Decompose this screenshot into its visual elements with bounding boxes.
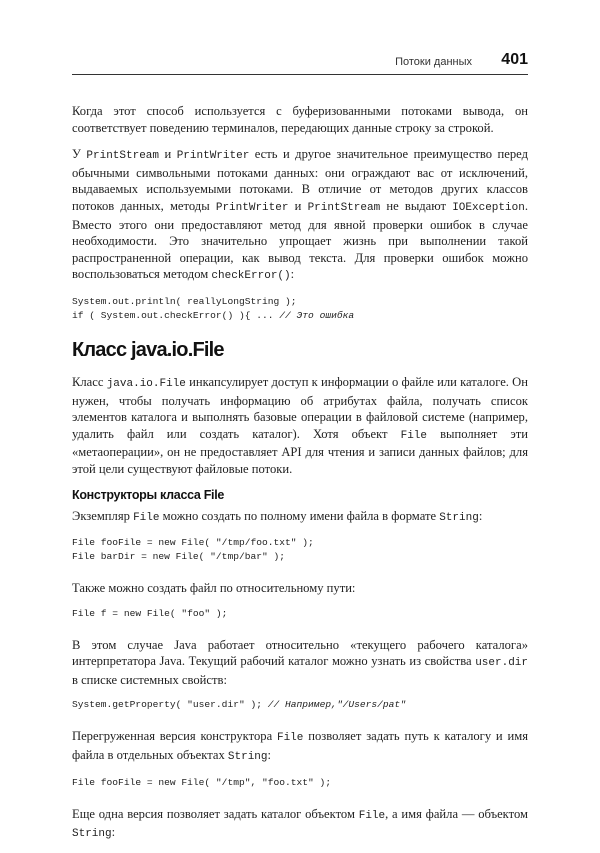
inline-code: File [400, 429, 428, 442]
code-block-dir-and-name: File fooFile = new File( "/tmp", "foo.txt" ); [72, 776, 332, 788]
code-block-relative-path: File f = new File( "foo" ); [72, 607, 228, 619]
inline-code: PrintWriter [215, 201, 289, 214]
paragraph-buffered-streams: Когда этот способ используется с буферизованными потоками вывода, он соответствует поведению терминалов, передающих данные строку за строкой. [72, 104, 528, 135]
inline-code: IOException [452, 201, 525, 214]
inline-code: String [227, 751, 268, 764]
inline-code: File [358, 809, 386, 822]
paragraph-overloaded-constructor: Перегруженная версия конструктора File позволяет задать путь к каталогу и имя файла в отдельных объектах String: [72, 729, 528, 764]
inline-code: File [133, 511, 160, 524]
inline-code: PrintStream [86, 150, 160, 163]
page-body [72, 103, 528, 853]
inline-code: user.dir [475, 657, 528, 670]
header-section-title: Потоки данных [395, 56, 472, 68]
code-comment: // Это ошибка [279, 309, 355, 321]
section-heading: Класс java.io.File [72, 338, 224, 361]
inline-code: PrintWriter [176, 150, 250, 163]
running-header [72, 50, 528, 76]
code-block-user-dir: System.getProperty( "user.dir" ); // Например,"/Users/pat" [72, 699, 406, 711]
page-number: 401 [501, 51, 528, 68]
code-block-full-path: File fooFile = new File( "/tmp/foo.txt" ); File barDir = new File( "/tmp/bar" ); [72, 537, 314, 563]
paragraph-working-dir: В этом случае Java работает относительно «текущего рабочего каталога» интерпретатора Java. Текущий рабочий каталог можно узнать из свойства user.dir в списке системных свойств: [72, 637, 528, 687]
inline-code: String [439, 511, 479, 524]
paragraph-file-dir-version: Еще одна версия позволяет задать каталог объектом File, а имя файла — объектом String: [72, 806, 528, 841]
paragraph-file-class: Класс java.io.File инкапсулирует доступ к информации о файле или каталоге. Он нужен, чтобы получать информацию об атрибутах файла, получать список элементов каталога и выполнять базовые операции в файловой системе (например, удалить файл или создать каталог). Хотя объект File выполняет эти «метаоперации», он не предоставляет API для чтения и записи данных файлов; для этой цели существуют файловые потоки. [72, 374, 528, 476]
code-comment: // Например,"/Users/pat" [267, 699, 406, 711]
subsection-heading: Конструкторы класса File [72, 487, 225, 502]
paragraph-relative-path: Также можно создать файл по относительному пути: [72, 581, 356, 596]
inline-code: String [72, 828, 112, 841]
paragraph-printstream-advantage: У PrintStream и PrintWriter есть и другое значительное преимущество перед обычными символьными потоками данных: они ограждают вас от исключений, выдаваемых используемыми потоками. В отличие от методов других классов потоков данных, методы PrintWriter и PrintStream не выдают IOException. Вместо этого они предоставляют метод для явной проверки ошибок в случае необходимости. Это значительно упрощает жизнь при выполнении такой распространенной операции, как вывод текста. Для проверки ошибок можно воспользоваться методом checkError(): [72, 147, 528, 283]
inline-code: PrintStream [307, 201, 381, 214]
paragraph-full-path: Экземпляр File можно создать по полному имени файла в формате String: [72, 508, 483, 524]
inline-code: File [276, 732, 304, 745]
inline-code: java.io.File [106, 377, 186, 390]
inline-code: checkError() [211, 270, 291, 283]
code-block-checkerror: System.out.println( reallyLongString ); if ( System.out.checkError() ){ ... // Это ошибка [72, 295, 355, 321]
header-rule [72, 74, 528, 75]
